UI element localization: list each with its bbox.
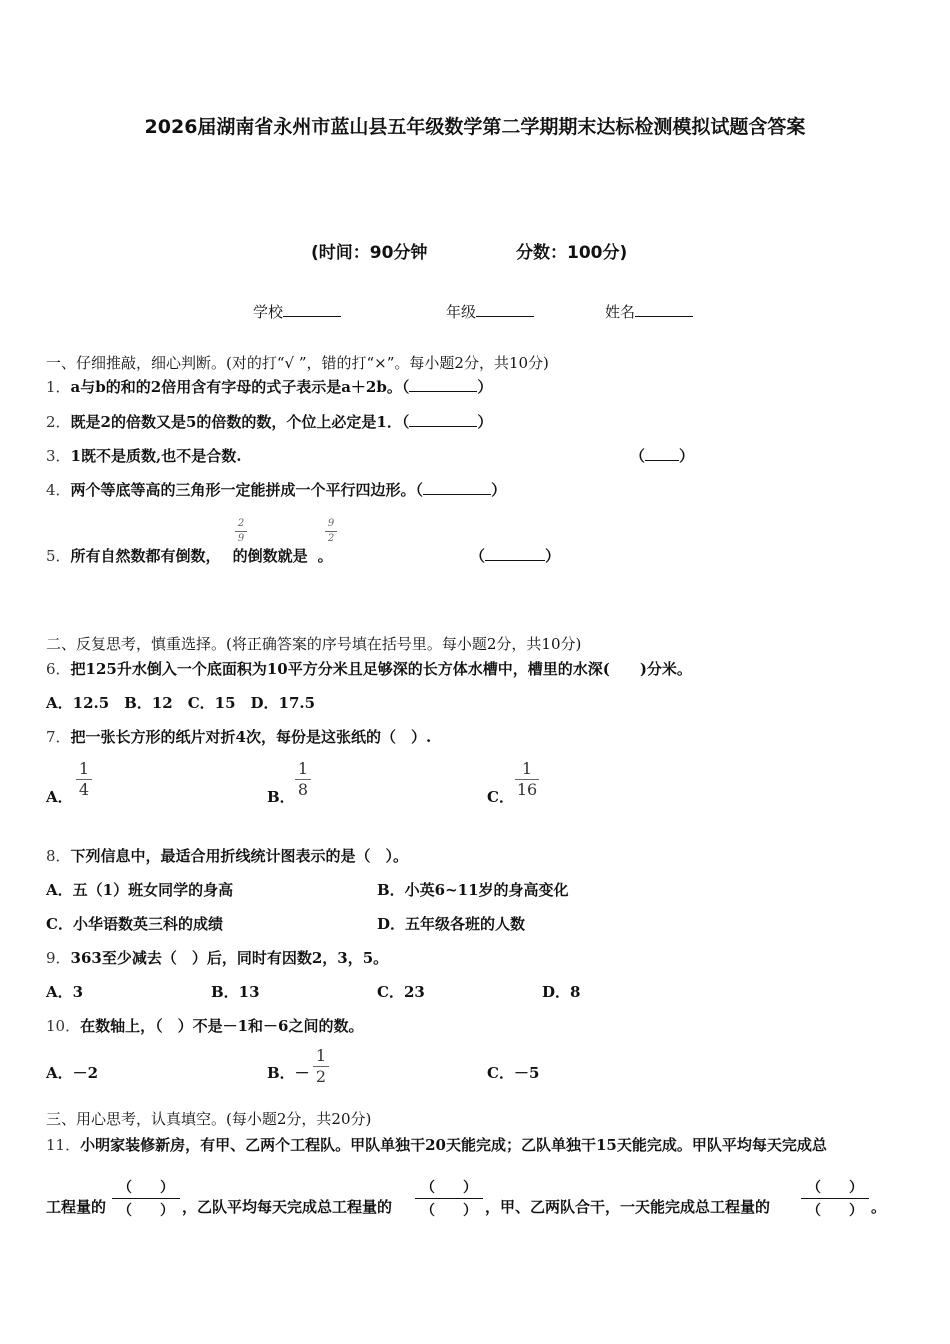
question-1: 1．a与b的和的2倍用含有字母的式子表示是a＋2b。（ ） (46, 378, 493, 396)
question-3: 3．1既不是质数,也不是合数. (46, 447, 242, 465)
option-8c[interactable]: C．小华语数英三科的成绩 (46, 915, 223, 933)
answer-blank-5[interactable] (485, 546, 545, 561)
grade-label: 年级 (446, 303, 477, 321)
question-9: 9．363至少减去（ ）后，同时有因数2，3，5。 (46, 949, 389, 967)
option-8a[interactable]: A．五（1）班女同学的身高 (46, 881, 234, 899)
option-9b[interactable]: B．13 (211, 983, 260, 1001)
name-field[interactable] (605, 301, 693, 322)
q11-part3: ，甲、乙两队合干，一天能完成总工程量的 (485, 1198, 771, 1216)
answer-blank-3[interactable] (645, 446, 679, 461)
option-8d[interactable]: D．五年级各班的人数 (377, 915, 526, 933)
question-11: 11．小明家装修新房，有甲、乙两个工程队。甲队单独干20天能完成；乙队单独干15天能完成。甲队平均每天完成总 (46, 1136, 827, 1154)
question-6-options[interactable]: A．12.5 B．12 C．15 D．17.5 (46, 694, 316, 712)
option-10b[interactable]: B．－ (267, 1064, 310, 1082)
question-6: 6．把125升水倒入一个底面积为10平方分米且足够深的长方体水槽中，槽里的水深( )分米。 (46, 660, 692, 678)
fraction-1-2: 1 2 (313, 1048, 329, 1085)
fraction-1-16: 1 16 (516, 759, 538, 799)
option-9c[interactable]: C．23 (377, 983, 425, 1001)
question-8: 8．下列信息中，最适合用折线统计图表示的是（ ）。 (46, 847, 409, 865)
exam-time: (时间：90分钟 (311, 243, 428, 263)
fraction-1-8: 1 8 (295, 761, 311, 798)
option-8b[interactable]: B．小英6~11岁的身高变化 (377, 881, 569, 899)
section1-header: 一、仔细推敲，细心判断。(对的打“√ ”，错的打“×”。每小题2分，共10分) (46, 354, 549, 372)
answer-blank-1[interactable] (409, 377, 477, 392)
question-4: 4．两个等底等高的三角形一定能拼成一个平行四边形。（ ） (46, 481, 507, 499)
q11-part4: 。 (871, 1198, 887, 1216)
question-10: 10．在数轴上，（ ）不是－1和－6之间的数。 (46, 1017, 364, 1035)
option-10a[interactable]: A．－2 (46, 1064, 99, 1082)
question-3-answer: （ ） (630, 447, 695, 465)
answer-blank-4[interactable] (423, 480, 491, 495)
name-label: 姓名 (605, 303, 636, 321)
page-title: 2026届湖南省永州市蓝山县五年级数学第二学期期末达标检测模拟试题含答案 (144, 116, 806, 138)
option-7a[interactable]: A． (46, 788, 73, 806)
school-label: 学校 (253, 303, 284, 321)
question-5-answer: （ ） (470, 547, 561, 565)
question-7: 7．把一张长方形的纸片对折4次，每份是这张纸的（ ）. (46, 728, 432, 746)
grade-field[interactable] (446, 301, 534, 322)
fraction-2-9: 2 9 (235, 519, 247, 544)
q11-part2: ，乙队平均每天完成总工程量的 (182, 1198, 393, 1216)
section2-header: 二、反复思考，慎重选择。(将正确答案的序号填在括号里。每小题2分，共10分) (46, 635, 582, 653)
answer-fraction-1[interactable]: （ ） （ ） (112, 1177, 180, 1220)
section3-header: 三、用心思考，认真填空。(每小题2分，共20分) (46, 1110, 372, 1128)
option-9d[interactable]: D．8 (542, 983, 581, 1001)
option-10c[interactable]: C．－5 (487, 1064, 540, 1082)
option-7b[interactable]: B． (267, 788, 295, 806)
school-field[interactable] (253, 301, 341, 322)
question-5: 5．所有自然数都有倒数， 的倒数就是 。 (46, 547, 333, 565)
answer-fraction-3[interactable]: （ ） （ ） (801, 1177, 869, 1220)
question-2: 2．既是2的倍数又是5的倍数的数，个位上必定是1．（ ） (46, 413, 493, 431)
answer-fraction-2[interactable]: （ ） （ ） (415, 1177, 483, 1220)
fraction-9-2: 9 2 (325, 519, 337, 544)
exam-score: 分数：100分) (516, 243, 628, 263)
option-9a[interactable]: A．3 (46, 983, 84, 1001)
answer-blank-2[interactable] (409, 412, 477, 427)
q11-part1: 工程量的 (46, 1198, 107, 1216)
option-7c[interactable]: C． (487, 788, 514, 806)
fraction-1-4: 1 4 (76, 761, 92, 798)
